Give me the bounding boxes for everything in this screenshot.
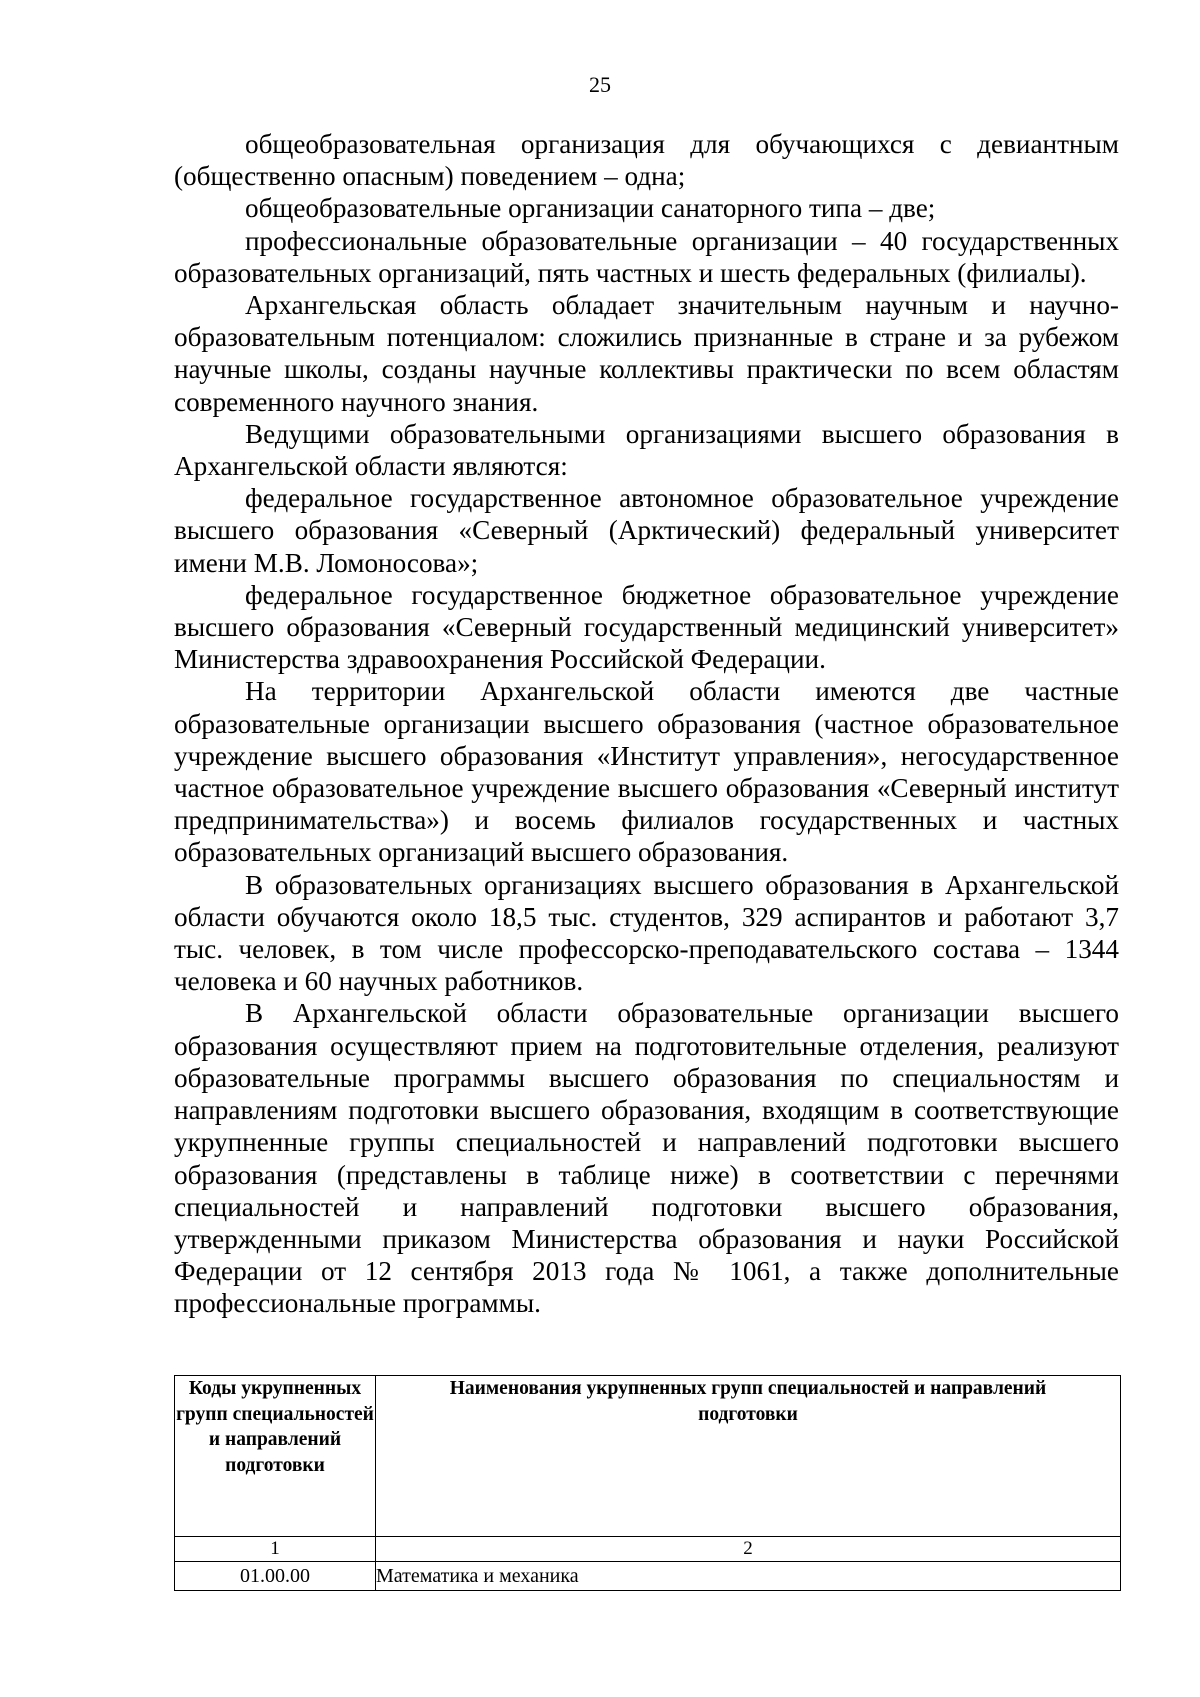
- table-header-row: [175, 1376, 1121, 1537]
- header-code: Коды укрупненных групп специальностей и направлений подготовки: [175, 1376, 376, 1537]
- paragraph: В Архангельской области образовательные организации высшего образования осуществляют прием на подготовительные отделения, реализуют образовательные программы высшего образования по специальностям и направлениям подготовки высшего образования, входящим в соответствующие укрупненные группы специальностей и направлений подготовки высшего образования (представлены в таблице ниже) в соответствии с перечнями специальностей и направлений подготовки высшего образования, утвержденными приказом Министерства образования и науки Российской Федерации от 12 сентября 2013 года № 1061, а также дополнительные профессиональные программы.: [174, 998, 1119, 1319]
- paragraph: федеральное государственное автономное образовательное учреждение высшего образования «Северный (Арктический) федеральный университет имени М.В. Ломоносова»;: [174, 483, 1119, 578]
- row-name: Математика и механика: [376, 1562, 1121, 1591]
- page-number: 25: [589, 72, 611, 97]
- paragraph: В образовательных организациях высшего образования в Архангельской области обучаются около 18,5 тыс. студентов, 329 аспирантов и работают 3,7 тыс. человек, в том числе профессорско-преподавательского состава – 1344 человека и 60 научных работников.: [174, 869, 1119, 997]
- paragraph: Архангельская область обладает значительным научным и научно-образовательным потенциалом: сложились признанные в стране и за рубежом научные школы, созданы научные коллективы практически по всем областям современного научного знания.: [174, 290, 1119, 417]
- paragraph: Ведущими образовательными организациями высшего образования в Архангельской области являются:: [174, 418, 1119, 482]
- column-number-2: 2: [376, 1537, 1121, 1562]
- document-body: [174, 128, 1119, 1320]
- column-number-1: 1: [175, 1537, 376, 1562]
- paragraph: На территории Архангельской области имеются две частные образовательные организации высшего образования (частное образовательное учреждение высшего образования «Институт управления», негосударственное частное образовательное учреждение высшего образования «Северный институт предпринимательства») и восемь филиалов государственных и частных образовательных организаций высшего образования.: [174, 676, 1119, 868]
- header-name-text: Наименования укрупненных групп специальностей и направлений подготовки: [449, 1378, 1047, 1425]
- paragraph: профессиональные образовательные организации – 40 государственных образовательных организаций, пять частных и шесть федеральных (филиалы).: [174, 225, 1119, 288]
- header-name: [376, 1376, 1121, 1537]
- table-row: [175, 1562, 1121, 1591]
- specialty-groups-table: [174, 1375, 1121, 1591]
- paragraph: общеобразовательные организации санаторного типа – две;: [245, 193, 936, 224]
- paragraph: федеральное государственное бюджетное образовательное учреждение высшего образования «Северный государственный медицинский университет» Министерства здравоохранения Российской Федерации.: [174, 579, 1119, 675]
- paragraph: общеобразовательная организация для обучающихся с девиантным (общественно опасным) поведением – одна;: [174, 129, 1119, 192]
- row-code: 01.00.00: [175, 1562, 376, 1591]
- table-column-numbers-row: [175, 1537, 1121, 1562]
